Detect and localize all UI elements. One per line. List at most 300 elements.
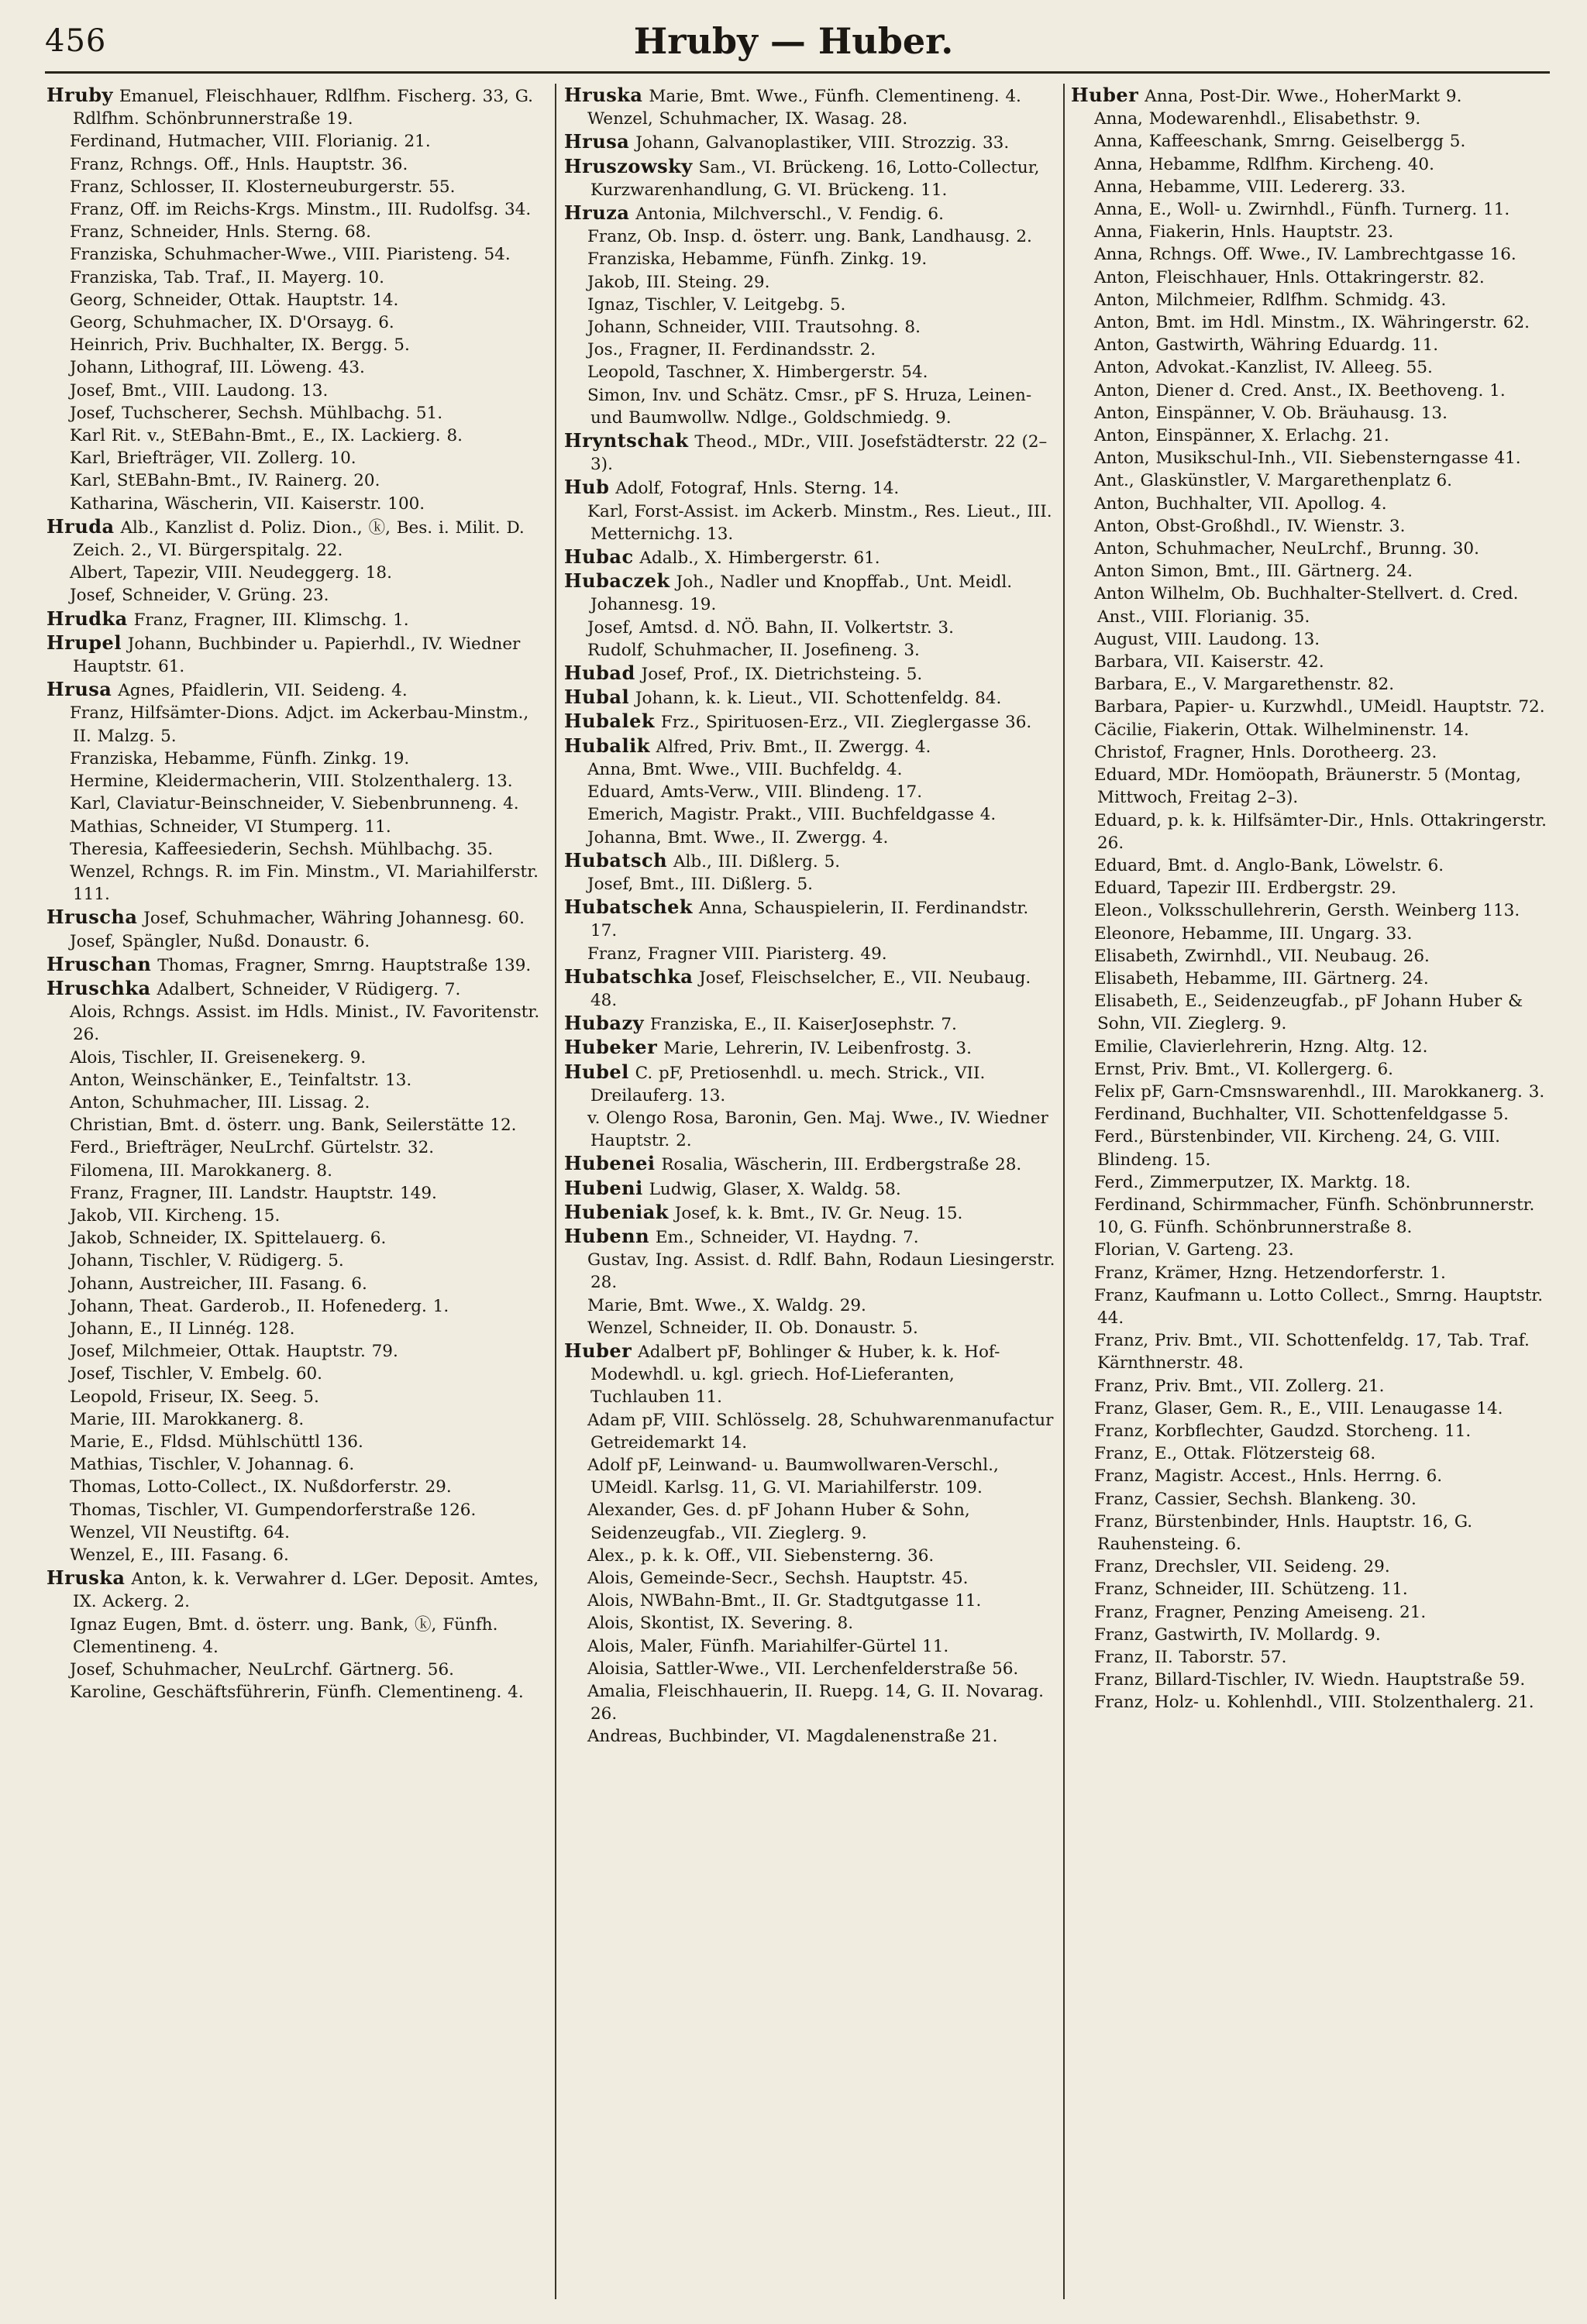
entry-text: Karl, Claviatur-Beinschneider, V. Siebenbrunneng. 4. bbox=[70, 794, 519, 814]
directory-entry bbox=[46, 607, 550, 631]
ditto-dash bbox=[1071, 447, 1094, 469]
ditto-dash bbox=[46, 1136, 70, 1159]
entry-text: Katharina, Wäscherin, VII. Kaiserstr. 100. bbox=[70, 493, 425, 514]
directory-entry bbox=[1071, 493, 1553, 515]
directory-entry bbox=[46, 1386, 550, 1408]
directory-entry bbox=[46, 1544, 550, 1566]
entry-text: Anton, Fleischhauer, Hnls. Ottakringerstr. 82. bbox=[1094, 267, 1485, 287]
ditto-dash bbox=[564, 225, 587, 248]
directory-entry bbox=[564, 1294, 1059, 1317]
ditto-dash bbox=[46, 153, 70, 176]
entry-text: Anton, Musikschul-Inh., VII. Siebensterngasse 41. bbox=[1094, 449, 1521, 469]
entry-text: Franz, Gastwirth, IV. Mollardg. 9. bbox=[1094, 1624, 1381, 1645]
entry-text: Franz, Fragner VIII. Piaristerg. 49. bbox=[587, 944, 887, 964]
directory-entry bbox=[46, 289, 550, 311]
directory-entry bbox=[46, 770, 550, 792]
entry-text: Wenzel, Rchngs. R. im Fin. Minstm., VI. Mariahilferstr. 111. bbox=[70, 861, 539, 905]
ditto-dash bbox=[46, 1681, 70, 1703]
directory-entry bbox=[564, 316, 1059, 339]
entry-text: Franz, E., Ottak. Flötzersteig 68. bbox=[1094, 1444, 1376, 1464]
directory-entry bbox=[564, 1012, 1059, 1036]
surname-heading: Huber bbox=[564, 1339, 632, 1362]
entry-text: Johanna, Bmt. Wwe., II. Zwergg. 4. bbox=[587, 827, 889, 847]
directory-entry bbox=[46, 977, 550, 1001]
directory-entry bbox=[46, 1614, 550, 1659]
ditto-dash bbox=[564, 271, 587, 294]
surname-heading: Hubeniak bbox=[564, 1200, 669, 1223]
directory-entry bbox=[46, 84, 550, 130]
directory-entry bbox=[1071, 1691, 1553, 1714]
directory-entry bbox=[46, 380, 550, 402]
entry-text: Jakob, VII. Kircheng. 15. bbox=[70, 1205, 281, 1226]
entry-text: Anton Simon, Bmt., III. Gärtnerg. 24. bbox=[1094, 562, 1413, 582]
directory-entry bbox=[564, 1152, 1059, 1176]
directory-entry bbox=[46, 1318, 550, 1340]
ditto-dash bbox=[46, 702, 70, 724]
ditto-dash bbox=[564, 617, 587, 639]
entry-text: Marie, Lehrerin, IV. Leibenfrostg. 3. bbox=[663, 1039, 972, 1059]
ditto-dash bbox=[1071, 1488, 1094, 1511]
directory-entry bbox=[564, 361, 1059, 383]
ditto-dash bbox=[1071, 696, 1094, 718]
directory-entry bbox=[564, 545, 1059, 569]
entry-text: Mathias, Tischler, V. Johannag. 6. bbox=[70, 1455, 355, 1475]
entry-text: Andreas, Buchbinder, VI. Magdalenenstraße 21. bbox=[587, 1727, 998, 1747]
page-title: Hruby — Huber. bbox=[633, 20, 954, 62]
ditto-dash bbox=[46, 289, 70, 311]
entry-text: Alb., III. Dißlerg. 5. bbox=[673, 851, 841, 871]
entry-text: Josef, Spängler, Nußd. Donaustr. 6. bbox=[70, 931, 370, 951]
surname-heading: Hruska bbox=[564, 84, 643, 106]
ditto-dash bbox=[46, 1160, 70, 1182]
ditto-dash bbox=[46, 243, 70, 266]
surname-heading: Hubac bbox=[564, 545, 634, 569]
entry-text: Franz, Fragner, III. Klimschg. 1. bbox=[133, 610, 409, 630]
directory-entry bbox=[1071, 1262, 1553, 1284]
entry-text: Ferd., Briefträger, NeuLrchf. Gürtelstr. 32. bbox=[70, 1138, 435, 1158]
directory-entry bbox=[46, 1363, 550, 1385]
surname-heading: Hruda bbox=[46, 514, 115, 538]
directory-entry bbox=[1071, 469, 1553, 492]
entry-text: Josef, Amtsd. d. NÖ. Bahn, II. Volkertstr. 3. bbox=[587, 617, 954, 638]
ditto-dash bbox=[1071, 515, 1094, 538]
entry-text: Anton, Obst-Großhdl., IV. Wienstr. 3. bbox=[1094, 516, 1406, 536]
entry-text: Eduard, Tapezir III. Erdbergstr. 29. bbox=[1094, 878, 1396, 899]
surname-heading: Hubazy bbox=[564, 1012, 645, 1035]
surname-heading: Hruska bbox=[46, 1566, 126, 1590]
ditto-dash bbox=[46, 1250, 70, 1272]
ditto-dash bbox=[46, 1521, 70, 1544]
surname-heading: Hrupel bbox=[46, 631, 122, 654]
directory-entry bbox=[1071, 1488, 1553, 1511]
directory-entry bbox=[1071, 990, 1553, 1035]
ditto-dash bbox=[46, 1092, 70, 1114]
directory-entry bbox=[1071, 1601, 1553, 1624]
directory-entry bbox=[46, 930, 550, 953]
ditto-dash bbox=[1071, 334, 1094, 356]
entry-text: Georg, Schuhmacher, IX. D'Orsayg. 6. bbox=[70, 313, 394, 333]
surname-heading: Hubatschka bbox=[564, 964, 694, 988]
ditto-dash bbox=[46, 469, 70, 492]
directory-entry bbox=[1071, 198, 1553, 221]
directory-entry bbox=[46, 130, 550, 153]
directory-entry bbox=[46, 176, 550, 198]
ditto-dash bbox=[46, 198, 70, 221]
entry-text: Johann, Austreicher, III. Fasang. 6. bbox=[70, 1274, 367, 1294]
directory-entry bbox=[1071, 899, 1553, 922]
directory-entry bbox=[564, 1061, 1059, 1107]
entry-text: Anna, Hebamme, Rdlfhm. Kircheng. 40. bbox=[1094, 154, 1434, 174]
ditto-dash bbox=[1071, 198, 1094, 221]
directory-entry bbox=[46, 792, 550, 815]
directory-entry bbox=[564, 155, 1059, 201]
ditto-dash bbox=[1071, 311, 1094, 334]
ditto-dash bbox=[46, 1476, 70, 1498]
ditto-dash bbox=[46, 770, 70, 792]
ditto-dash bbox=[46, 1047, 70, 1069]
directory-entry bbox=[1071, 130, 1553, 153]
directory-entry bbox=[1071, 1420, 1553, 1442]
ditto-dash bbox=[564, 316, 587, 339]
entry-text: Anna, Schauspielerin, II. Ferdinandstr. 17. bbox=[590, 899, 1029, 941]
ditto-dash bbox=[46, 425, 70, 447]
entry-text: Jos., Fragner, II. Ferdinandsstr. 2. bbox=[587, 340, 876, 360]
directory-entry bbox=[1071, 696, 1553, 718]
directory-entry bbox=[46, 1227, 550, 1250]
ditto-dash bbox=[46, 266, 70, 289]
entry-text: Johann, Schneider, VIII. Trautsohng. 8. bbox=[587, 318, 921, 338]
entry-text: Anton, Weinschänker, E., Teinfaltstr. 13. bbox=[70, 1070, 412, 1090]
ditto-dash bbox=[564, 1454, 587, 1477]
directory-entry bbox=[46, 1136, 550, 1159]
entry-text: Alexander, Ges. d. pF Johann Huber & Sohn, Seidenzeugfab., VII. Zieglerg. 9. bbox=[587, 1501, 970, 1543]
directory-entry bbox=[564, 639, 1059, 662]
entry-text: Josef, Tischler, V. Embelg. 60. bbox=[70, 1364, 323, 1384]
entry-text: Anna, Bmt. Wwe., VIII. Buchfeldg. 4. bbox=[587, 759, 903, 779]
ditto-dash bbox=[1071, 1556, 1094, 1578]
ditto-dash bbox=[564, 248, 587, 270]
entry-text: Filomena, III. Marokkanerg. 8. bbox=[70, 1160, 332, 1181]
ditto-dash bbox=[46, 838, 70, 861]
ditto-dash bbox=[46, 311, 70, 334]
entry-text: Anton, Gastwirth, Währing Eduardg. 11. bbox=[1094, 335, 1439, 356]
directory-entry bbox=[46, 1340, 550, 1363]
entry-text: Franz, Rchngs. Off., Hnls. Hauptstr. 36. bbox=[70, 154, 408, 174]
entry-text: Alois, Tischler, II. Greisenekerg. 9. bbox=[70, 1047, 367, 1067]
ditto-dash bbox=[46, 356, 70, 379]
directory-entry bbox=[564, 758, 1059, 781]
directory-entry bbox=[1071, 628, 1553, 651]
entry-text: Mathias, Schneider, VI Stumperg. 11. bbox=[70, 816, 391, 837]
entry-text: Wenzel, E., III. Fasang. 6. bbox=[70, 1545, 289, 1565]
entry-text: Adolf, Fotograf, Hnls. Sterng. 14. bbox=[615, 479, 900, 499]
directory-entry bbox=[564, 1225, 1059, 1249]
ditto-dash bbox=[564, 873, 587, 896]
ditto-dash bbox=[1071, 289, 1094, 311]
directory-entry bbox=[1071, 108, 1553, 130]
directory-entry bbox=[1071, 311, 1553, 334]
surname-heading: Hubel bbox=[564, 1060, 629, 1083]
column-1 bbox=[46, 84, 550, 2307]
entry-text: Franz, Schneider, III. Schützeng. 11. bbox=[1094, 1580, 1408, 1600]
entry-text: Franz, Off. im Reichs-Krgs. Minstm., III. Rudolfsg. 34. bbox=[70, 200, 532, 220]
entry-text: Ferd., Bürstenbinder, VII. Kircheng. 24, G. VIII. Blindeng. 15. bbox=[1094, 1127, 1500, 1170]
ditto-dash bbox=[1071, 469, 1094, 492]
ditto-dash bbox=[1071, 1420, 1094, 1442]
directory-entry bbox=[564, 1036, 1059, 1060]
directory-entry bbox=[564, 662, 1059, 686]
ditto-dash bbox=[1071, 877, 1094, 899]
ditto-dash bbox=[564, 943, 587, 965]
surname-heading: Hryntschak bbox=[564, 429, 689, 452]
ditto-dash bbox=[1071, 968, 1094, 990]
entry-text: Anton, Diener d. Cred. Anst., IX. Beethoveng. 1. bbox=[1094, 380, 1506, 401]
directory-entry bbox=[1071, 719, 1553, 741]
entry-text: Barbara, E., V. Margarethenstr. 82. bbox=[1094, 675, 1395, 695]
entry-text: Simon, Inv. und Schätz. Cmsr., pF S. Hruza, Leinen- und Baumwollw. Ndlge., Goldschmiedg. 9. bbox=[587, 385, 1032, 428]
entry-text: Florian, V. Garteng. 23. bbox=[1094, 1240, 1294, 1260]
ditto-dash bbox=[46, 1544, 70, 1566]
ditto-dash bbox=[1071, 945, 1094, 968]
ditto-dash bbox=[1071, 153, 1094, 176]
directory-entry bbox=[1071, 1669, 1553, 1691]
entry-text: Anna, Kaffeeschank, Smrng. Geiselbergg 5. bbox=[1094, 132, 1466, 152]
entry-text: Hermine, Kleidermacherin, VIII. Stolzenthalerg. 13. bbox=[70, 772, 513, 792]
ditto-dash bbox=[564, 1294, 587, 1317]
ditto-dash bbox=[46, 130, 70, 153]
directory-entry bbox=[46, 243, 550, 266]
directory-entry bbox=[46, 748, 550, 770]
ditto-dash bbox=[46, 1614, 70, 1636]
entry-text: Wenzel, Schneider, II. Ob. Donaustr. 5. bbox=[587, 1318, 918, 1338]
entry-text: Anton, Schuhmacher, NeuLrchf., Brunng. 30. bbox=[1094, 539, 1479, 559]
ditto-dash bbox=[564, 803, 587, 826]
ditto-dash bbox=[1071, 243, 1094, 266]
entry-text: Frz., Spirituosen-Erz., VII. Zieglergasse 36. bbox=[660, 713, 1032, 733]
entry-text: Elisabeth, Hebamme, III. Gärtnerg. 24. bbox=[1094, 968, 1429, 988]
directory-entry bbox=[1071, 1058, 1553, 1081]
ditto-dash bbox=[46, 1431, 70, 1453]
directory-entry bbox=[1071, 266, 1553, 289]
ditto-dash bbox=[46, 1659, 70, 1681]
entry-text: Eduard, Bmt. d. Anglo-Bank, Löwelstr. 6. bbox=[1094, 855, 1444, 875]
directory-entry bbox=[46, 334, 550, 356]
entry-text: Marie, E., Fldsd. Mühlschüttl 136. bbox=[70, 1432, 363, 1452]
entry-text: Josef, Schuhmacher, Währing Johannesg. 60. bbox=[143, 909, 525, 929]
ditto-dash bbox=[564, 1658, 587, 1680]
directory-entry bbox=[564, 1339, 1059, 1409]
directory-entry bbox=[564, 1612, 1059, 1635]
entry-text: Franziska, Tab. Traf., II. Mayerg. 10. bbox=[70, 267, 384, 287]
directory-entry bbox=[564, 1567, 1059, 1590]
ditto-dash bbox=[46, 493, 70, 515]
directory-entry bbox=[564, 617, 1059, 639]
directory-entry bbox=[1071, 221, 1553, 243]
ditto-dash bbox=[46, 1069, 70, 1092]
directory-entry bbox=[1071, 1397, 1553, 1420]
entry-text: Anton Wilhelm, Ob. Buchhalter-Stellvert. d. Cred. Anst., VIII. Florianig. 35. bbox=[1094, 584, 1519, 627]
ditto-dash bbox=[564, 1545, 587, 1567]
directory-entry bbox=[564, 476, 1059, 500]
ditto-dash bbox=[1071, 1646, 1094, 1669]
ditto-dash bbox=[46, 402, 70, 425]
ditto-dash bbox=[1071, 402, 1094, 425]
ditto-dash bbox=[1071, 923, 1094, 945]
ditto-dash bbox=[1071, 1669, 1094, 1691]
entry-text: Ferd., Zimmerputzer, IX. Marktg. 18. bbox=[1094, 1172, 1411, 1192]
ditto-dash bbox=[564, 1249, 587, 1271]
entry-text: Franz, Billard-Tischler, IV. Wiedn. Hauptstraße 59. bbox=[1094, 1670, 1526, 1690]
directory-entry bbox=[1071, 1465, 1553, 1487]
entry-text: Josef, Prof., IX. Dietrichsteing. 5. bbox=[641, 665, 923, 685]
entry-text: Felix pF, Garn-Cmsnswarenhdl., III. Marokkanerg. 3. bbox=[1094, 1081, 1545, 1102]
ditto-dash bbox=[1071, 1624, 1094, 1646]
ditto-dash bbox=[1071, 1262, 1094, 1284]
entry-text: Heinrich, Priv. Buchhalter, IX. Bergg. 5. bbox=[70, 335, 410, 356]
ditto-dash bbox=[1071, 1284, 1094, 1307]
ditto-dash bbox=[1071, 108, 1094, 130]
entry-text: Franz, Korbflechter, Gaudzd. Storcheng. 11. bbox=[1094, 1421, 1472, 1441]
surname-heading: Hruscha bbox=[46, 906, 138, 929]
directory-entry bbox=[564, 248, 1059, 270]
entry-text: Franz, Priv. Bmt., VII. Zollerg. 21. bbox=[1094, 1376, 1385, 1396]
ditto-dash bbox=[1071, 990, 1094, 1012]
ditto-dash bbox=[1071, 673, 1094, 696]
ditto-dash bbox=[564, 1107, 587, 1129]
page-number: 456 bbox=[45, 23, 107, 59]
surname-heading: Hrudka bbox=[46, 607, 128, 630]
directory-entry bbox=[1071, 673, 1553, 696]
ditto-dash bbox=[1071, 1058, 1094, 1081]
entry-text: Franz, Kaufmann u. Lotto Collect., Smrng. Hauptstr. 44. bbox=[1094, 1285, 1544, 1328]
header-rule bbox=[45, 71, 1550, 74]
ditto-dash bbox=[1071, 425, 1094, 447]
directory-entry bbox=[1071, 356, 1553, 379]
directory-entry bbox=[1071, 583, 1553, 627]
ditto-dash bbox=[46, 1001, 70, 1023]
ditto-dash bbox=[46, 1318, 70, 1340]
directory-entry bbox=[46, 1205, 550, 1227]
entry-text: Emanuel, Fleischhauer, Rdlfhm. Fischerg. 33, G. Rdlfhm. Schönbrunnerstraße 19. bbox=[73, 87, 533, 129]
directory-entry bbox=[46, 1069, 550, 1092]
ditto-dash bbox=[1071, 356, 1094, 379]
entry-text: Franz, Holz- u. Kohlenhdl., VIII. Stolzenthalerg. 21. bbox=[1094, 1693, 1534, 1713]
ditto-dash bbox=[564, 294, 587, 316]
ditto-dash bbox=[46, 930, 70, 953]
directory-entry bbox=[564, 710, 1059, 734]
ditto-dash bbox=[46, 221, 70, 243]
ditto-dash bbox=[1071, 1239, 1094, 1261]
entry-text: Anton, Schuhmacher, III. Lissag. 2. bbox=[70, 1092, 370, 1112]
ditto-dash bbox=[1071, 1578, 1094, 1600]
entry-text: Elisabeth, Zwirnhdl., VII. Neubaug. 26. bbox=[1094, 946, 1430, 966]
entry-text: Karl, Forst-Assist. im Ackerb. Minstm., Res. Lieut., III. Metternichg. 13. bbox=[587, 501, 1052, 544]
entry-text: Thomas, Tischler, VI. Gumpendorferstraße 126. bbox=[70, 1500, 477, 1520]
entry-text: Alois, Skontist, IX. Severing. 8. bbox=[587, 1614, 854, 1634]
ditto-dash bbox=[564, 384, 587, 407]
directory-entry bbox=[1071, 289, 1553, 311]
entry-text: Alex., p. k. k. Off., VII. Siebensterng. 36. bbox=[587, 1545, 935, 1566]
directory-entry bbox=[564, 84, 1059, 108]
directory-entry bbox=[564, 1107, 1059, 1152]
surname-heading: Huber bbox=[1071, 84, 1139, 106]
surname-heading: Hubatschek bbox=[564, 896, 694, 919]
surname-heading: Hubenn bbox=[564, 1224, 650, 1247]
ditto-dash bbox=[1071, 380, 1094, 402]
ditto-dash bbox=[1071, 1465, 1094, 1487]
directory-entry bbox=[1071, 402, 1553, 425]
entry-text: Franz, Glaser, Gem. R., E., VIII. Lenaugasse 14. bbox=[1094, 1398, 1503, 1418]
directory-entry bbox=[1071, 1036, 1553, 1058]
ditto-dash bbox=[564, 339, 587, 361]
ditto-dash bbox=[46, 1227, 70, 1250]
directory-entry bbox=[46, 1160, 550, 1182]
entry-text: Emilie, Clavierlehrerin, Hzng. Altg. 12. bbox=[1094, 1037, 1428, 1057]
entry-text: Emerich, Magistr. Prakt., VIII. Buchfeldgasse 4. bbox=[587, 805, 997, 825]
entry-text: Marie, III. Marokkanerg. 8. bbox=[70, 1409, 305, 1429]
directory-entry bbox=[564, 1201, 1059, 1225]
ditto-dash bbox=[46, 1453, 70, 1476]
directory-entry bbox=[564, 943, 1059, 965]
directory-entry bbox=[46, 584, 550, 607]
entry-text: C. pF, Pretiosenhdl. u. mech. Strick., VII. Dreilauferg. 13. bbox=[590, 1063, 986, 1105]
entry-text: Johann, Tischler, V. Rüdigerg. 5. bbox=[70, 1251, 344, 1271]
entry-text: Adalbert, Schneider, V Rüdigerg. 7. bbox=[157, 979, 461, 999]
directory-entry bbox=[1071, 425, 1553, 447]
directory-entry bbox=[46, 1001, 550, 1046]
directory-entry bbox=[46, 221, 550, 243]
entry-text: Anna, Post-Dir. Wwe., HoherMarkt 9. bbox=[1145, 87, 1462, 106]
directory-entry bbox=[1071, 1624, 1553, 1646]
surname-heading: Hubaczek bbox=[564, 569, 670, 593]
surname-heading: Hubad bbox=[564, 662, 635, 685]
entry-text: Elisabeth, E., Seidenzeugfab., pF Johann Huber & Sohn, VII. Zieglerg. 9. bbox=[1094, 992, 1523, 1034]
entry-text: Jakob, Schneider, IX. Spittelauerg. 6. bbox=[70, 1229, 387, 1249]
directory-entry bbox=[46, 1453, 550, 1476]
directory-entry bbox=[564, 384, 1059, 429]
directory-entry bbox=[1071, 176, 1553, 198]
directory-entry bbox=[564, 1680, 1059, 1725]
surname-heading: Hruschan bbox=[46, 952, 152, 975]
ditto-dash bbox=[564, 1612, 587, 1635]
surname-heading: Hubal bbox=[564, 686, 630, 709]
directory-entry bbox=[564, 271, 1059, 294]
directory-entry bbox=[564, 873, 1059, 896]
ditto-dash bbox=[564, 1725, 587, 1748]
ditto-dash bbox=[46, 816, 70, 838]
ditto-dash bbox=[1071, 628, 1094, 651]
ditto-dash bbox=[46, 1340, 70, 1363]
directory-entry bbox=[46, 198, 550, 221]
column-3 bbox=[1071, 84, 1553, 2307]
directory-entry bbox=[46, 1250, 550, 1272]
surname-heading: Hubenei bbox=[564, 1152, 656, 1175]
ditto-dash bbox=[46, 1499, 70, 1521]
entry-text: Theresia, Kaffeesiederin, Sechsh. Mühlbachg. 35. bbox=[70, 839, 494, 859]
entry-text: Franziska, E., II. KaiserJosephstr. 7. bbox=[649, 1015, 957, 1035]
ditto-dash bbox=[46, 1363, 70, 1385]
entry-text: Anna, Rchngs. Off. Wwe., IV. Lambrechtgasse 16. bbox=[1094, 245, 1516, 265]
directory-entry bbox=[46, 515, 550, 562]
directory-entry bbox=[46, 562, 550, 584]
entry-text: Ludwig, Glaser, X. Waldg. 58. bbox=[649, 1179, 901, 1199]
directory-entry bbox=[564, 339, 1059, 361]
directory-entry bbox=[1071, 741, 1553, 764]
entry-text: Aloisia, Sattler-Wwe., VII. Lerchenfelderstraße 56. bbox=[587, 1659, 1019, 1679]
ditto-dash bbox=[46, 1205, 70, 1227]
directory-entry bbox=[564, 108, 1059, 130]
column-divider bbox=[1063, 84, 1065, 2299]
